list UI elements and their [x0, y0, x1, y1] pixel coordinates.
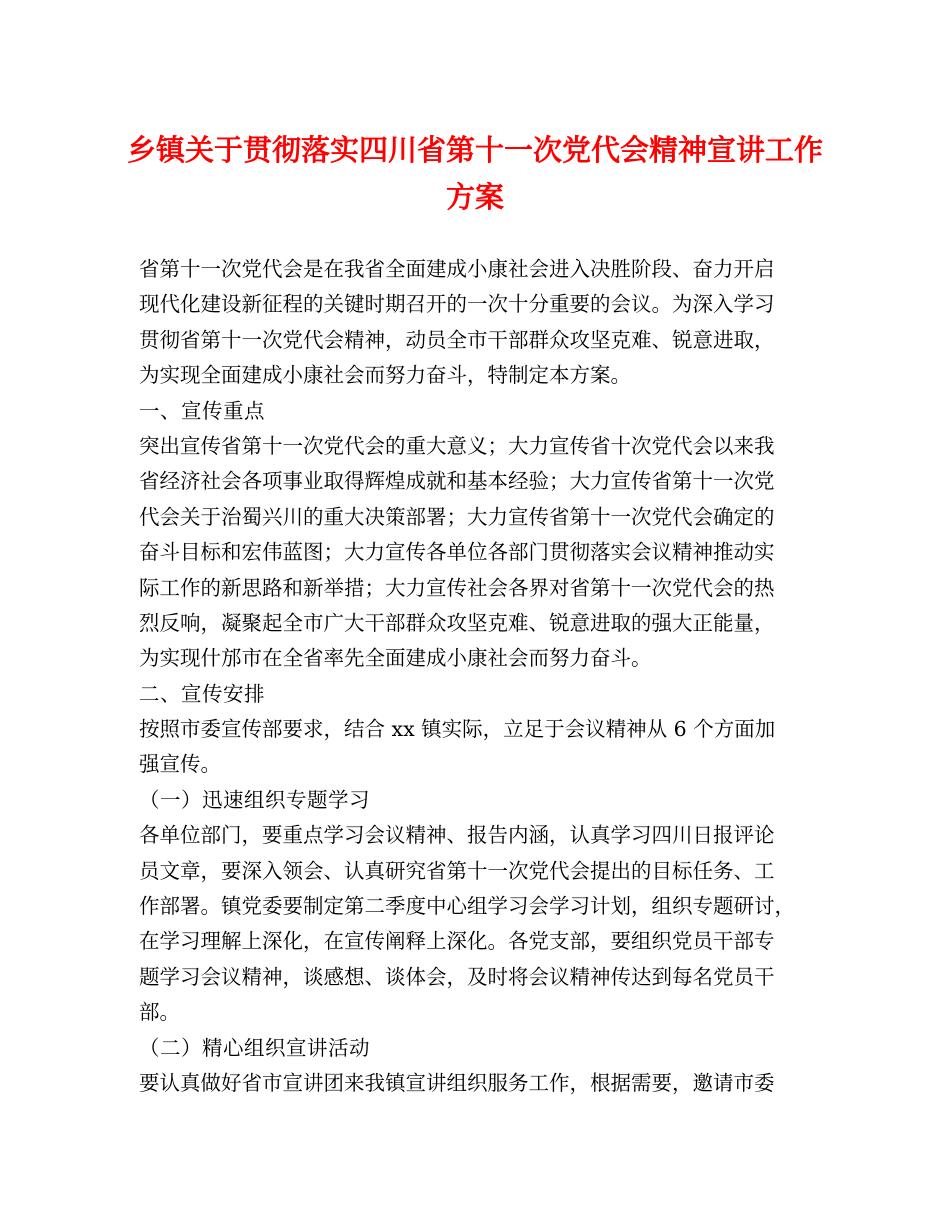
body-line: 现代化建设新征程的关键时期召开的一次十分重要的会议。为深入学习 [139, 292, 775, 317]
body-line: 按照市委宣传部要求，结合 xx 镇实际，立足于会议精神从 6 个方面加 [139, 717, 776, 742]
body-line: 代会关于治蜀兴川的重大决策部署；大力宣传省第十一次党代会确定的 [139, 504, 775, 529]
body-line: 为实现全面建成小康社会而努力奋斗，特制定本方案。 [139, 363, 631, 388]
body-line: 员文章，要深入领会、认真研究省第十一次党代会提出的目标任务、工 [139, 858, 775, 883]
document-title-line-1: 乡镇关于贯彻落实四川省第十一次党代会精神宣讲工作 [126, 133, 823, 167]
document-title-line-2: 方案 [445, 180, 504, 214]
body-line: 题学习会议精神，谈感想、谈体会，及时将会议精神传达到每名党员干 [139, 964, 775, 989]
body-line: 作部署。镇党委要制定第二季度中心组学习会学习计划，组织专题研讨， [139, 894, 795, 919]
document-body [139, 252, 819, 1101]
body-line: 省经济社会各项事业取得辉煌成就和基本经验；大力宣传省第十一次党 [139, 469, 775, 494]
subsection-heading-lectures: （二）精心组织宣讲活动 [139, 1035, 370, 1060]
section-heading-publicity-arrangement: 二、宣传安排 [139, 681, 265, 706]
body-line: 部。 [139, 1000, 180, 1025]
body-line: 贯彻省第十一次党代会精神，动员全市干部群众攻坚克难、锐意进取， [139, 327, 775, 352]
subsection-heading-study: （一）迅速组织专题学习 [139, 787, 370, 812]
body-line: 要认真做好省市宣讲团来我镇宣讲组织服务工作，根据需要，邀请市委 [139, 1070, 775, 1095]
body-line: 各单位部门，要重点学习会议精神、报告内涵，认真学习四川日报评论 [139, 823, 775, 848]
body-line: 奋斗目标和宏伟蓝图；大力宣传各单位各部门贯彻落实会议精神推动实 [139, 540, 775, 565]
body-line: 在学习理解上深化，在宣传阐释上深化。各党支部，要组织党员干部专 [139, 929, 775, 954]
body-line: 突出宣传省第十一次党代会的重大意义；大力宣传省十次党代会以来我 [139, 433, 775, 458]
section-heading-publicity-focus: 一、宣传重点 [139, 398, 265, 423]
body-line: 省第十一次党代会是在我省全面建成小康社会进入决胜阶段、奋力开启 [139, 257, 775, 281]
body-line: 际工作的新思路和新举措；大力宣传社会各界对省第十一次党代会的热 [139, 575, 775, 600]
body-line: 烈反响，凝聚起全市广大干部群众攻坚克难、锐意进取的强大正能量， [139, 610, 775, 635]
body-line: 为实现什邡市在全省率先全面建成小康社会而努力奋斗。 [139, 646, 652, 671]
body-line: 强宣传。 [139, 752, 221, 777]
